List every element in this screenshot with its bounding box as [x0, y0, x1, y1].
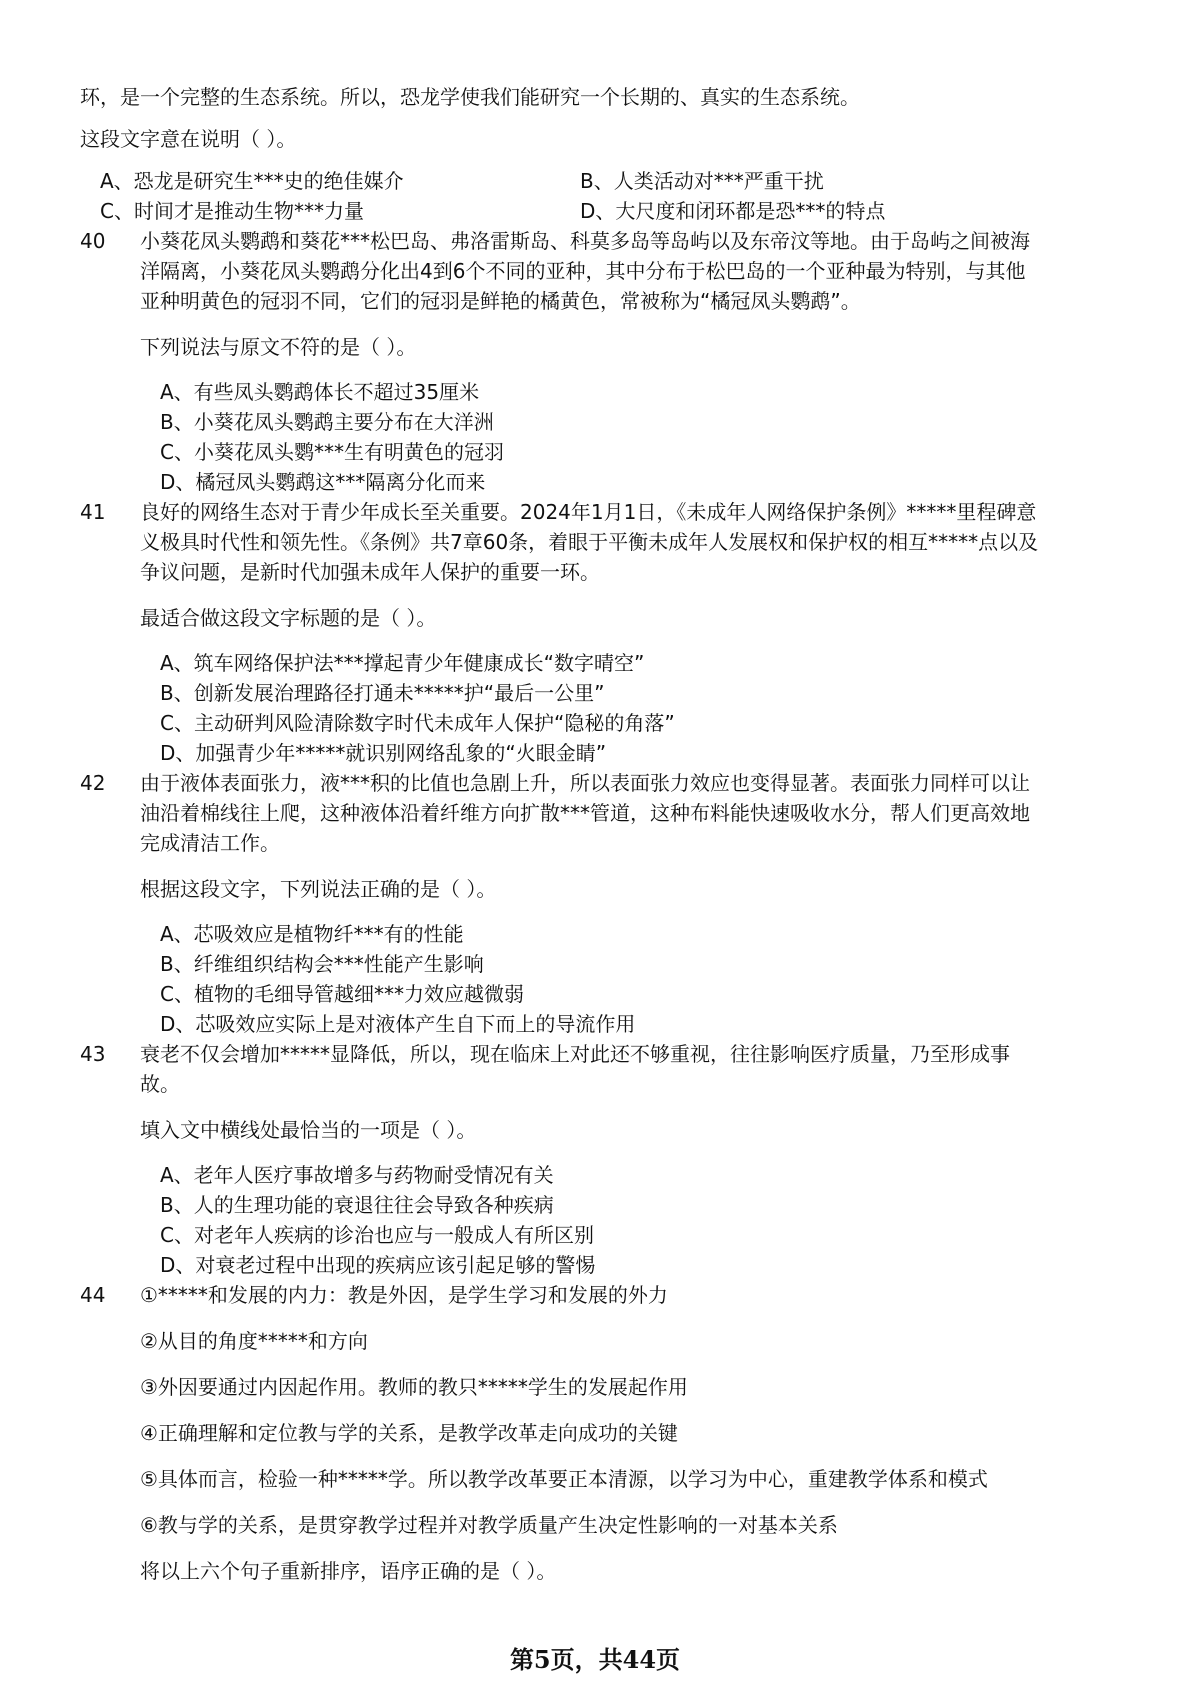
question-stem-line: 完成清洁工作。	[140, 831, 280, 855]
question-stem-line: 义极具时代性和领先性。《条例》共7章60条，着眼于平衡未成年人发展权和保护权的相互*****点以及	[140, 530, 1039, 554]
option-b: B、小葵花凤头鹦鹉主要分布在大洋洲	[160, 410, 494, 434]
question-number: 42	[80, 771, 106, 795]
question-stem-line: 洋隔离，小葵花凤头鹦鹉分化出4到6个不同的亚种，其中分布于松巴岛的一个亚种最为特别，与其他	[140, 259, 1026, 283]
option-b: B、人类活动对***严重干扰	[580, 169, 824, 193]
question-stem-line: 衰老不仅会增加*****显降低，所以，现在临床上对此还不够重视，往往影响医疗质量，乃至形成事	[140, 1042, 1010, 1066]
option-d: D、加强青少年*****就识别网络乱象的“火眼金睛”	[160, 741, 607, 765]
option-d: D、芯吸效应实际上是对液体产生自下而上的导流作用	[160, 1012, 636, 1036]
option-d: D、大尺度和闭环都是恐***的特点	[580, 199, 886, 223]
question-stem-line: 良好的网络生态对于青少年成长至关重要。2024年1月1日，《未成年人网络保护条例》*****里程碑意	[140, 500, 1037, 524]
question-prompt: 根据这段文字，下列说法正确的是（ ）。	[140, 877, 497, 901]
option-c: C、植物的毛细导管越细***力效应越微弱	[160, 982, 524, 1006]
option-d: D、橘冠凤头鹦鹉这***隔离分化而来	[160, 470, 486, 494]
option-b: B、创新发展治理路径打通未*****护“最后一公里”	[160, 681, 605, 705]
sentence-4: ④正确理解和定位教与学的关系，是教学改革走向成功的关键	[140, 1421, 678, 1445]
question-stem-line: 故。	[140, 1072, 180, 1096]
question-prompt: 最适合做这段文字标题的是（ ）。	[140, 606, 437, 630]
option-d: D、对衰老过程中出现的疾病应该引起足够的警惕	[160, 1253, 596, 1277]
question-prompt: 这段文字意在说明（ ）。	[80, 127, 297, 151]
question-stem-line: 争议问题，是新时代加强未成年人保护的重要一环。	[140, 560, 600, 584]
sentence-3: ③外因要通过内因起作用。教师的教只*****学生的发展起作用	[140, 1375, 688, 1399]
question-number: 41	[80, 500, 106, 524]
option-c: C、时间才是推动生物***力量	[100, 199, 364, 223]
option-a: A、老年人医疗事故增多与药物耐受情况有关	[160, 1163, 554, 1187]
sentence-1: ①*****和发展的内力：教是外因，是学生学习和发展的外力	[140, 1283, 668, 1307]
option-b: B、人的生理功能的衰退往往会导致各种疾病	[160, 1193, 554, 1217]
question-prompt: 下列说法与原文不符的是（ ）。	[140, 335, 417, 359]
question-stem-line: 油沿着棉线往上爬，这种液体沿着纤维方向扩散***管道，这种布料能快速吸收水分，帮人们更高效地	[140, 801, 1030, 825]
question-prompt: 填入文中横线处最恰当的一项是（ ）。	[140, 1118, 477, 1142]
option-a: A、有些凤头鹦鹉体长不超过35厘米	[160, 380, 480, 404]
question-stem-line: 亚种明黄色的冠羽不同，它们的冠羽是鲜艳的橘黄色，常被称为“橘冠凤头鹦鹉”。	[140, 289, 861, 313]
question-number: 40	[80, 229, 106, 253]
sentence-5: ⑤具体而言，检验一种*****学。所以教学改革要正本清源，以学习为中心，重建教学体系和模式	[140, 1467, 988, 1491]
question-stem-line: 小葵花凤头鹦鹉和葵花***松巴岛、弗洛雷斯岛、科莫多岛等岛屿以及东帝汶等地。由于岛屿之间被海	[140, 229, 1030, 253]
page-number: 第5页，共44页	[509, 1645, 681, 1674]
question-number: 44	[80, 1283, 106, 1307]
option-c: C、主动研判风险清除数字时代未成年人保护“隐秘的角落”	[160, 711, 675, 735]
question-prompt: 将以上六个句子重新排序，语序正确的是（ ）。	[140, 1559, 557, 1583]
intro-line: 环，是一个完整的生态系统。所以，恐龙学使我们能研究一个长期的、真实的生态系统。	[80, 85, 860, 109]
option-a: A、恐龙是研究生***史的绝佳媒介	[100, 169, 404, 193]
sentence-6: ⑥教与学的关系，是贯穿教学过程并对教学质量产生决定性影响的一对基本关系	[140, 1513, 838, 1537]
option-a: A、芯吸效应是植物纤***有的性能	[160, 922, 464, 946]
option-a: A、筑车网络保护法***撑起青少年健康成长“数字晴空”	[160, 651, 645, 675]
option-c: C、小葵花凤头鹦***生有明黄色的冠羽	[160, 440, 504, 464]
question-stem-line: 由于液体表面张力，液***积的比值也急剧上升，所以表面张力效应也变得显著。表面张力同样可以让	[140, 771, 1030, 795]
question-number: 43	[80, 1042, 106, 1066]
option-c: C、对老年人疾病的诊治也应与一般成人有所区别	[160, 1223, 594, 1247]
option-b: B、纤维组织结构会***性能产生影响	[160, 952, 484, 976]
sentence-2: ②从目的角度*****和方向	[140, 1329, 368, 1353]
